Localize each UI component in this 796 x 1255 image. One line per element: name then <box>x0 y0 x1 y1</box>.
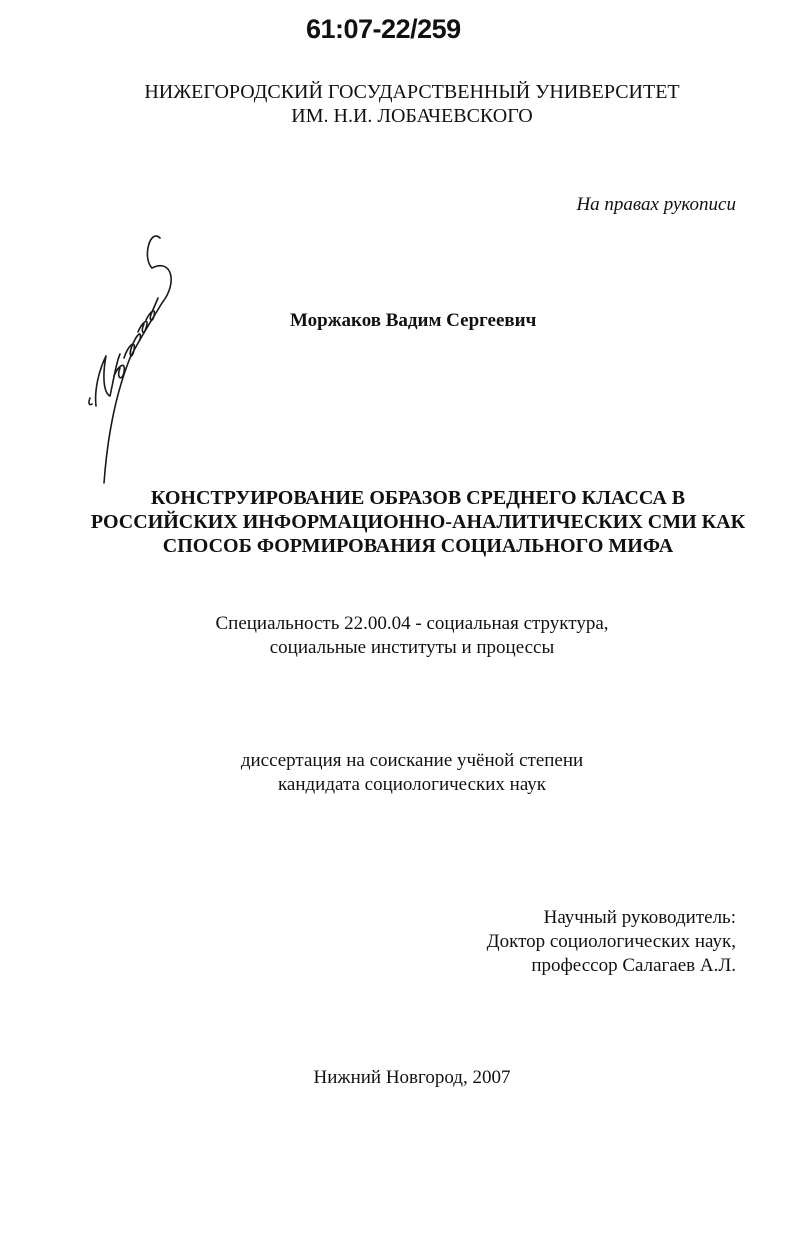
specialty-block <box>14 612 796 660</box>
university-header <box>24 80 796 128</box>
author-name: Моржаков Вадим Сергеевич <box>290 310 537 331</box>
university-named-after: ИМ. Н.И. ЛОБАЧЕВСКОГО <box>291 105 533 127</box>
degree-line: диссертация на соискание учёной степени <box>240 750 584 771</box>
university-name: НИЖЕГОРОДСКИЙ ГОСУДАРСТВЕННЫЙ УНИВЕРСИТЕТ <box>144 81 680 103</box>
title-line: КОНСТРУИРОВАНИЕ ОБРАЗОВ СРЕДНЕГО КЛАССА В <box>150 487 686 509</box>
dissertation-title <box>30 486 796 558</box>
archive-stamp: 61:07-22/259 <box>306 14 461 44</box>
degree-line: кандидата социологических наук <box>277 774 547 795</box>
specialty-line: Специальность 22.00.04 - социальная структура, <box>215 613 609 634</box>
advisor-name: профессор Салагаев А.Л. <box>531 955 736 976</box>
advisor-degree: Доктор социологических наук, <box>486 931 736 952</box>
advisor-block <box>487 906 736 978</box>
degree-block <box>14 749 796 797</box>
specialty-line: социальные институты и процессы <box>269 637 555 658</box>
title-line: СПОСОБ ФОРМИРОВАНИЯ СОЦИАЛЬНОГО МИФА <box>162 535 674 557</box>
manuscript-note: На правах рукописи <box>576 194 736 215</box>
handwritten-signature <box>80 228 190 493</box>
title-line: РОССИЙСКИХ ИНФОРМАЦИОННО-АНАЛИТИЧЕСКИХ СМИ КАК <box>90 511 746 533</box>
advisor-label: Научный руководитель: <box>543 907 736 928</box>
city-year: Нижний Новгород, 2007 <box>313 1067 511 1088</box>
